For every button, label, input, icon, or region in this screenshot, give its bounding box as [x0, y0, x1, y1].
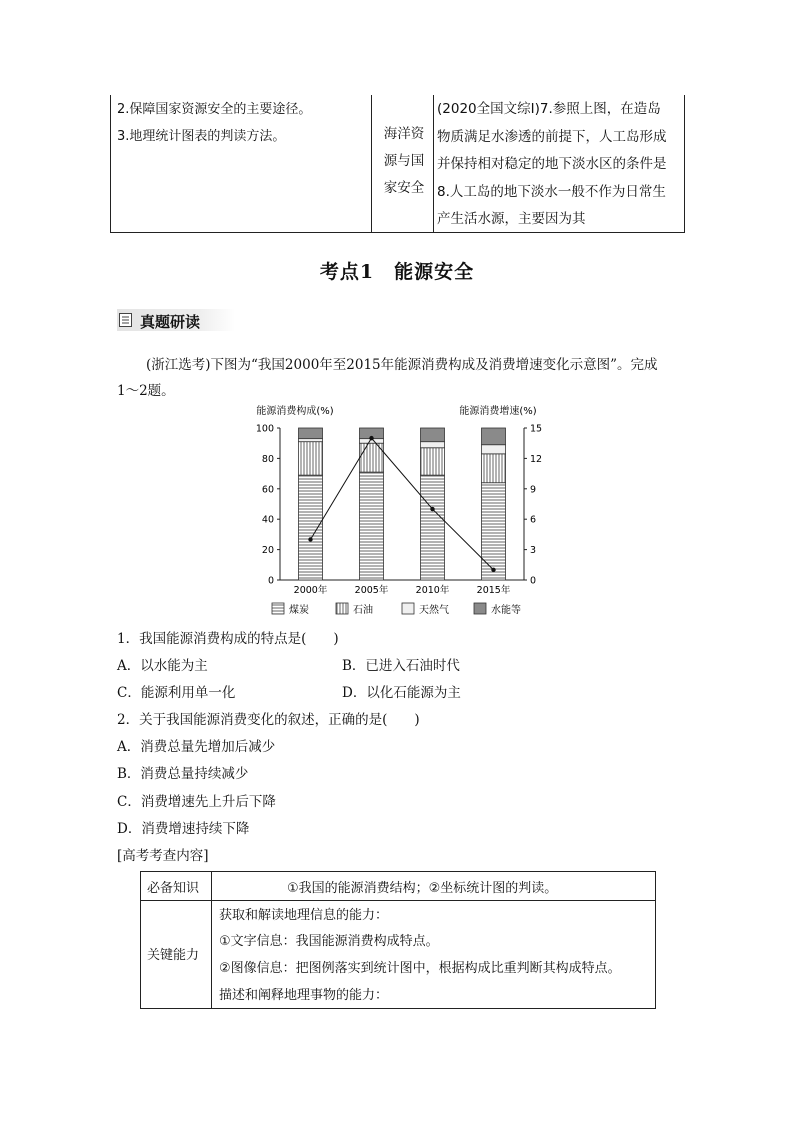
question-1-option-a: A．以水能为主	[117, 658, 208, 674]
top-table-mid-line-1: 海洋资	[383, 126, 425, 142]
legend-swatch	[402, 603, 414, 614]
top-table-divider	[433, 95, 434, 232]
bar-segment-gas	[421, 442, 445, 448]
top-table-left-line-1: 2.保障国家资源安全的主要途径。	[117, 102, 312, 117]
bar-segment-coal	[482, 483, 506, 580]
y-left-tick-label: 60	[261, 484, 274, 496]
bar-segment-gas	[482, 445, 506, 454]
top-table	[110, 95, 685, 233]
y-left-tick-label: 100	[255, 423, 274, 435]
y-right-tick-label: 3	[530, 545, 537, 557]
y-right-tick-label: 6	[530, 514, 537, 526]
top-table-right-line-3: 并保持相对稳定的地下淡水区的条件是	[437, 156, 667, 172]
top-table-left-line-2: 3.地理统计图表的判读方法。	[117, 129, 286, 144]
y-left-tick-label: 20	[261, 545, 274, 557]
section-title: 考点1 能源安全	[319, 261, 475, 283]
top-table-left-cell	[117, 95, 367, 232]
zhenti-label	[117, 309, 235, 331]
x-tick-label: 2000年	[293, 585, 328, 596]
question-2-option-a: A．消费总量先增加后减少	[117, 739, 276, 755]
bar-segment-oil	[482, 454, 506, 483]
question-1-option-b: B．已进入石油时代	[342, 658, 460, 674]
bottom-table-divider	[211, 872, 212, 1008]
y-left-label: 能源消费构成(%)	[256, 406, 334, 417]
legend-label: 煤炭	[289, 605, 309, 616]
legend-label: 石油	[353, 605, 373, 616]
top-table-right-line-5: 产生活水源，主要因为其	[437, 211, 586, 227]
bar-segment-hydro	[299, 428, 323, 439]
question-2: 2．关于我国能源消费变化的叙述，正确的是( )	[117, 712, 420, 728]
y-right-tick-label: 12	[530, 453, 543, 465]
row2-line-4: 描述和阐释地理事物的能力：	[219, 988, 389, 1003]
legend-swatch	[336, 603, 348, 614]
question-1-option-c: C．能源利用单一化	[117, 685, 236, 701]
x-tick-label: 2015年	[476, 585, 511, 596]
top-table-divider	[371, 95, 372, 232]
label-text: 真题研读	[140, 313, 201, 331]
growth-point	[369, 436, 373, 440]
top-table-mid-line-3: 家安全	[383, 180, 425, 196]
growth-point	[308, 537, 312, 541]
growth-line	[311, 438, 494, 570]
top-table-right-line-2: 物质满足水渗透的前提下，人工岛形成	[437, 128, 667, 145]
top-table-mid-cell	[375, 95, 433, 232]
bar-segment-hydro	[421, 428, 445, 442]
row2-line-1: 获取和解读地理信息的能力：	[219, 908, 389, 923]
row2-line-3: ②图像信息：把图例落实到统计图中，根据构成比重判断其构成特点。	[219, 961, 621, 976]
bar-segment-coal	[299, 475, 323, 580]
question-2-option-c: C．消费增速先上升后下降	[117, 794, 276, 810]
y-right-tick-label: 0	[530, 575, 537, 587]
question-1-option-d: D．以化石能源为主	[342, 685, 461, 701]
top-table-right-line-1: (2020全国文综Ⅰ)7.参照上图，在造岛	[437, 101, 661, 117]
bar-segment-hydro	[482, 428, 506, 445]
row1-label: 必备知识	[147, 881, 200, 896]
y-left-tick-label: 80	[261, 453, 274, 465]
bar-segment-oil	[299, 442, 323, 475]
legend-label: 水能等	[491, 605, 521, 616]
x-tick-label: 2005年	[354, 585, 389, 596]
row2-line-2: ①文字信息：我国能源消费构成特点。	[219, 934, 439, 949]
bottom-table-row-divider	[141, 900, 655, 901]
bar-segment-coal	[421, 475, 445, 580]
top-table-mid-line-2: 源与国	[383, 153, 425, 169]
legend-label: 天然气	[419, 605, 449, 616]
energy-chart	[240, 400, 570, 620]
question-1: 1．我国能源消费构成的特点是( )	[117, 631, 339, 647]
bar-segment-gas	[299, 439, 323, 442]
y-left-tick-label: 40	[261, 514, 274, 526]
x-tick-label: 2010年	[415, 585, 450, 596]
chart-bars	[299, 428, 506, 580]
bar-segment-oil	[421, 448, 445, 475]
growth-point	[430, 507, 434, 511]
chart-line-series	[308, 436, 495, 572]
row1-content: ①我国的能源消费结构；②坐标统计图的判读。	[287, 881, 558, 896]
legend-swatch	[474, 603, 486, 614]
document-icon	[119, 313, 132, 327]
gaokao-heading: [高考考查内容]	[117, 848, 209, 864]
bar-segment-coal	[360, 472, 384, 580]
top-table-right-line-4: 8.人工岛的地下淡水一般不作为日常生	[437, 183, 666, 200]
y-right-tick-label: 9	[530, 484, 537, 496]
chart-legend	[272, 603, 521, 616]
top-table-right-cell	[437, 95, 682, 232]
bottom-table	[140, 871, 656, 1009]
growth-point	[491, 568, 495, 572]
intro-line-2: 1～2题。	[117, 383, 175, 399]
question-2-option-b: B．消费总量持续减少	[117, 766, 249, 782]
y-right-label: 能源消费增速(%)	[459, 406, 537, 417]
row2-label: 关键能力	[147, 948, 200, 963]
y-left-tick-label: 0	[267, 575, 274, 587]
intro-line-1: (浙江选考)下图为“我国2000年至2015年能源消费构成及消费增速变化示意图”。完成	[146, 357, 658, 373]
question-2-option-d: D．消费增速持续下降	[117, 821, 250, 837]
legend-swatch	[272, 603, 284, 614]
y-right-tick-label: 15	[530, 423, 543, 435]
